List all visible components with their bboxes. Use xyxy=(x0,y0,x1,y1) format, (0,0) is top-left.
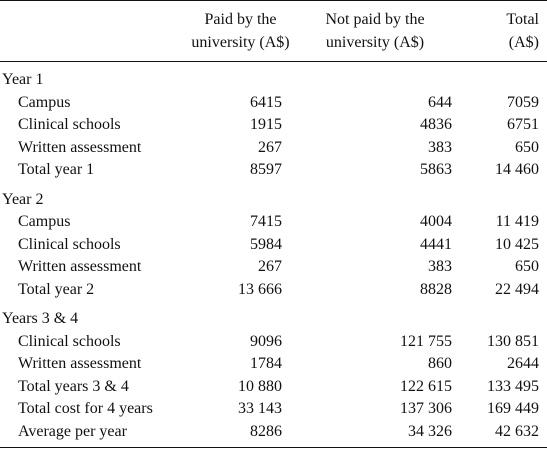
header-total-line2: (A$) xyxy=(508,34,539,51)
cell-total: 11 419 xyxy=(495,213,539,231)
cell-paid: 13 666 xyxy=(238,280,282,298)
group-title: Year 1 xyxy=(2,71,44,89)
row-label: Clinical schools xyxy=(18,332,121,350)
cell-paid: 1784 xyxy=(250,355,282,373)
header-total-line1: Total xyxy=(506,11,539,28)
row-label: Written assessment xyxy=(18,138,142,156)
row-label: Campus xyxy=(18,213,71,231)
group-heading-row xyxy=(0,182,547,212)
row-label: Clinical schools xyxy=(18,116,121,134)
cell-not-paid: 122 615 xyxy=(400,377,452,395)
table-row xyxy=(0,353,547,376)
cell-total: 2644 xyxy=(507,355,539,373)
cell-total: 133 495 xyxy=(487,377,539,395)
cell-not-paid: 5863 xyxy=(420,161,452,179)
cell-total: 650 xyxy=(515,258,539,276)
table-row xyxy=(0,211,547,234)
cell-not-paid: 8828 xyxy=(420,280,452,298)
cell-not-paid: 383 xyxy=(428,138,452,156)
row-label: Average per year xyxy=(0,421,190,448)
cell-not-paid: 4441 xyxy=(420,235,452,253)
cell-paid: 267 xyxy=(258,258,282,276)
header-paid-line1: Paid by the xyxy=(204,11,277,28)
cell-not-paid: 121 755 xyxy=(400,332,452,350)
cell-total: 650 xyxy=(515,138,539,156)
cell-paid: 7415 xyxy=(250,213,282,231)
cell-total: 130 851 xyxy=(487,332,539,350)
table-row xyxy=(0,376,547,399)
cell-total: 7059 xyxy=(507,93,539,111)
table-row xyxy=(0,159,547,182)
table-row xyxy=(0,137,547,160)
table-header xyxy=(0,1,547,62)
table-row xyxy=(0,398,547,421)
row-label: Total year 2 xyxy=(18,280,95,298)
row-label: Written assessment xyxy=(18,355,142,373)
group-heading-row xyxy=(0,301,547,331)
row-label: Total cost for 4 years xyxy=(18,400,153,418)
cell-total: 42 632 xyxy=(460,421,547,448)
cell-not-paid: 860 xyxy=(428,355,452,373)
cell-total: 169 449 xyxy=(487,400,539,418)
row-label: Total years 3 & 4 xyxy=(18,377,129,395)
table-row xyxy=(0,279,547,302)
cell-not-paid: 644 xyxy=(428,93,452,111)
cell-paid: 8286 xyxy=(190,421,290,448)
cell-paid: 5984 xyxy=(250,235,282,253)
cell-total: 10 425 xyxy=(495,235,539,253)
table-row xyxy=(0,256,547,279)
header-paid-line2: university (A$) xyxy=(191,34,290,51)
table-row xyxy=(0,331,547,354)
cell-total: 22 494 xyxy=(495,280,539,298)
cell-not-paid: 34 326 xyxy=(290,421,460,448)
cell-not-paid: 4836 xyxy=(420,116,452,134)
group-title: Year 2 xyxy=(2,190,44,208)
cell-paid: 1915 xyxy=(250,116,282,134)
table-body xyxy=(0,62,547,448)
cell-not-paid: 4004 xyxy=(420,213,452,231)
header-total xyxy=(460,1,547,62)
table-row xyxy=(0,421,547,448)
cell-paid: 33 143 xyxy=(238,400,282,418)
header-not-paid xyxy=(290,1,460,62)
row-label: Written assessment xyxy=(18,258,142,276)
group-heading-row xyxy=(0,62,547,92)
cell-total: 14 460 xyxy=(495,161,539,179)
cell-paid: 9096 xyxy=(250,332,282,350)
header-row xyxy=(0,1,547,62)
cell-not-paid: 383 xyxy=(428,258,452,276)
cell-total: 6751 xyxy=(507,116,539,134)
table-row xyxy=(0,234,547,257)
row-label: Clinical schools xyxy=(18,235,121,253)
header-not-paid-line1: Not paid by the xyxy=(325,11,425,28)
row-label: Total year 1 xyxy=(18,161,95,179)
cell-paid: 8597 xyxy=(250,161,282,179)
cell-not-paid: 137 306 xyxy=(400,400,452,418)
cell-paid: 6415 xyxy=(250,93,282,111)
cell-paid: 267 xyxy=(258,138,282,156)
row-label: Campus xyxy=(18,93,71,111)
header-paid xyxy=(190,1,290,62)
table-row xyxy=(0,92,547,115)
group-title: Years 3 & 4 xyxy=(2,310,79,328)
table-row xyxy=(0,114,547,137)
header-blank-cell xyxy=(0,1,190,62)
header-not-paid-line2: university (A$) xyxy=(325,34,425,51)
cell-paid: 10 880 xyxy=(238,377,282,395)
